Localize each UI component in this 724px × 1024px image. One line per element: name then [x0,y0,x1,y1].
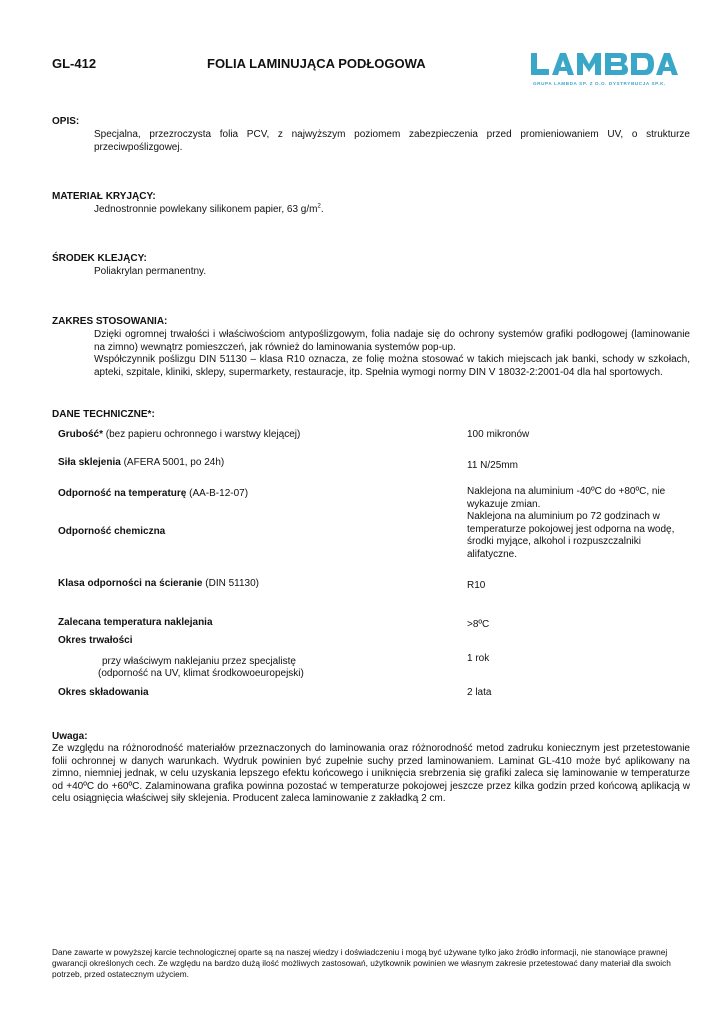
page-title: FOLIA LAMINUJĄCA PODŁOGOWA [207,56,426,71]
row-sila-label [58,457,458,470]
okres-line-2: (odporność na UV, klimat środkowoeuropejski) [98,668,304,679]
material-text-main: Jednostronnie powlekany silikonem papier, 63 g/m [94,204,318,215]
zakres-paragraph-2: Współczynnik poślizgu DIN 51130 – klasa R10 oznacza, ze folię można stosować w takich miejscach jak banki, schody w szkołach, apteki, szpitale, kliniki, sklepy, supermarkety, restauracje, itp. Spełnia wymogi normy DIN V 18032-2:2001-04 dla hal sportowych. [94,354,690,378]
okres-value: 1 rok [467,653,490,664]
dane-heading: DANE TECHNICZNE*: [52,409,155,420]
row-grubosc-label [58,429,458,442]
lambda-logo [531,47,683,97]
temp-value: Naklejona na aluminium -40ºC do +80ºC, nie wykazuje zmian. [467,486,666,510]
grubosc-note: (bez papieru ochronnego i warstwy klejącej) [103,429,301,440]
zakres-heading: ZAKRES STOSOWANIA: [52,316,168,327]
chem-label: Odporność chemiczna [58,526,166,537]
grubosc-label: Grubość* [58,429,104,440]
chem-value: Naklejona na aluminium po 72 godzinach w temperaturze pokojowej jest odporna na wodę, środki myjące, alkohol i rozpuszczalniki alifatyczne. [467,511,675,560]
uwaga-heading: Uwaga: [52,731,88,742]
opis-text: Specjalna, przezroczysta folia PCV, z najwyższym poziomem zabezpieczenia przed promieniowaniem UV, o strukturze przeciwpoślizgowej. [94,129,690,153]
grubosc-value: 100 mikronów [467,429,530,440]
opis-heading: OPIS: [52,116,80,127]
product-code: GL-412 [52,56,97,71]
material-text [94,204,594,217]
klasa-value: R10 [467,580,486,591]
lambda-logo-graphic [531,47,683,97]
uwaga-text: Ze względu na różnorodność materiałów przeznaczonych do laminowania oraz różnorodność metod zadruku koniecznym jest przetestowanie folii ochronnej w danych warunkach. Wydruk powinien być zupełnie suchy przed laminowaniem. Laminat GL-410 może być aplikowany na zimno, niemniej jednak, w celu uzyskania lepszego efektu końcowego i uniknięcia srebrzenia się grafiki zaleca się laminowanie w temperaturze od +40ºC do +60ºC. Zalaminowana grafika powinna pozostać w temperaturze pokojowej jeszcze przez kilka godzin przed końcową aplikacją w celu osiągnięcia właściwej siły sklejenia. Producent zaleca laminowanie z zakładką 2 cm. [52,743,690,805]
temp-note: (AA-B-12-07) [186,488,249,499]
logo-tagline: GRUPA LAMBDA SP. Z O.O. DYSTRYBUCJA SP.K. [533,81,666,86]
srodek-heading: ŚRODEK KLEJĄCY: [52,253,147,264]
srodek-text: Poliakrylan permanentny. [94,266,207,277]
okres-label: Okres trwałości [58,635,133,646]
klasa-note: (DIN 51130) [202,578,260,589]
material-superscript: 2 [317,203,321,210]
footer-disclaimer: Dane zawarte w powyższej karcie technologicznej oparte są na naszej wiedzy i doświadczeniu i mogą być używane tylko jako źródło informacji, nie stanowiące prawnej gwarancji określonych cech. Ze względu na bardzo dużą ilość możliwych zastosowań, użytkownik powinien we własnym zakresie przetestować dany materiał dla swoich potrzeb, przed ostatecznym użyciem. [52,947,671,979]
zalecana-label: Zalecana temperatura naklejania [58,617,213,628]
row-klasa-label [58,578,458,591]
klasa-label: Klasa odporności na ścieranie [58,578,203,589]
temp-label: Odporność na temperaturę [58,488,187,499]
zalecana-value: >8ºC [467,619,490,630]
sila-label: Siła sklejenia [58,457,121,468]
skladowania-label: Okres składowania [58,687,149,698]
material-heading: MATERIAŁ KRYJĄCY: [52,191,156,202]
zakres-paragraph-1: Dzięki ogromnej trwałości i właściwościom antypoślizgowym, folia nadaje się do ochrony systemów grafiki podłogowej (laminowanie na zimno) wewnątrz pomieszczeń, jak również do laminowania systemów pop-up. [94,329,690,353]
material-text-end: . [320,204,324,215]
skladowania-value: 2 lata [467,687,492,698]
row-temp-label [58,488,458,501]
sila-value: 11 N/25mm [467,460,518,471]
sila-note: (AFERA 5001, po 24h) [120,457,225,468]
okres-line-1: przy właściwym naklejaniu przez specjalistę [102,656,296,667]
